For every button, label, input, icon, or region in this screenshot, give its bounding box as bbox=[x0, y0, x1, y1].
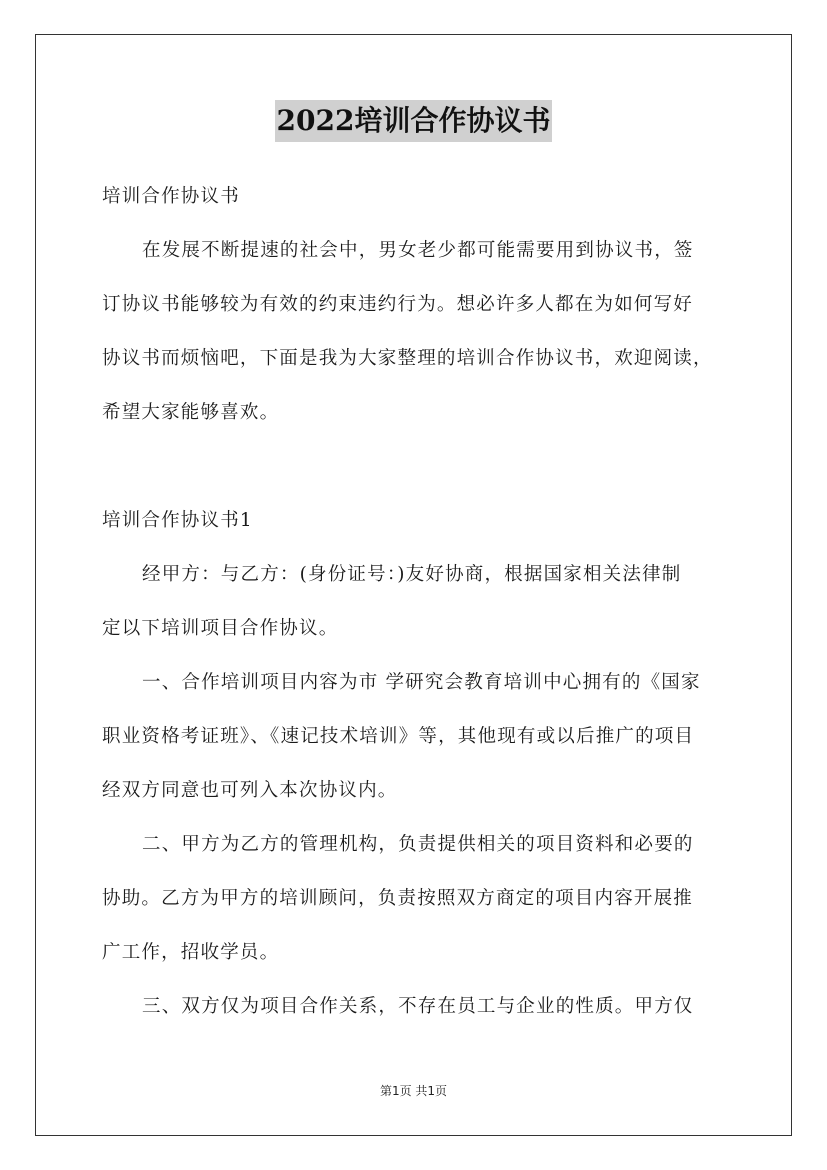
text-line: 三、双方仅为项目合作关系，不存在员工与企业的性质。甲方仅 bbox=[142, 996, 694, 1017]
text-line: 培训合作协议书 bbox=[102, 186, 240, 207]
text-line: 在发展不断提速的社会中，男女老少都可能需要用到协议书，签 bbox=[142, 240, 694, 261]
text-line: 一、合作培训项目内容为市 学研究会教育培训中心拥有的《国家 bbox=[142, 672, 701, 693]
text-line: 职业资格考证班》、《速记技术培训》等，其他现有或以后推广的项目 bbox=[102, 726, 695, 747]
text-line: 协助。乙方为甲方的培训顾问，负责按照双方商定的项目内容开展推 bbox=[102, 888, 694, 909]
document-title: 2022培训合作协议书 bbox=[275, 100, 553, 142]
document-body bbox=[102, 170, 730, 1034]
blank-line bbox=[102, 440, 730, 494]
text-line: 定以下培训项目合作协议。 bbox=[102, 618, 339, 639]
text-line: 希望大家能够喜欢。 bbox=[102, 402, 280, 423]
text-line: 培训合作协议书1 bbox=[102, 510, 253, 531]
text-line: 二、甲方为乙方的管理机构，负责提供相关的项目资料和必要的 bbox=[142, 834, 694, 855]
text-line: 经甲方：与乙方：(身份证号：)友好协商，根据国家相关法律制 bbox=[142, 564, 682, 585]
text-line: 订协议书能够较为有效的约束违约行为。想必许多人都在为如何写好 bbox=[102, 294, 694, 315]
text-line: 经双方同意也可列入本次协议内。 bbox=[102, 780, 398, 801]
text-line: 广工作，招收学员。 bbox=[102, 942, 280, 963]
title-container bbox=[0, 100, 827, 142]
text-line: 协议书而烦恼吧，下面是我为大家整理的培训合作协议书，欢迎阅读， bbox=[102, 348, 713, 369]
page-footer: 第1页 共1页 bbox=[379, 1084, 448, 1098]
